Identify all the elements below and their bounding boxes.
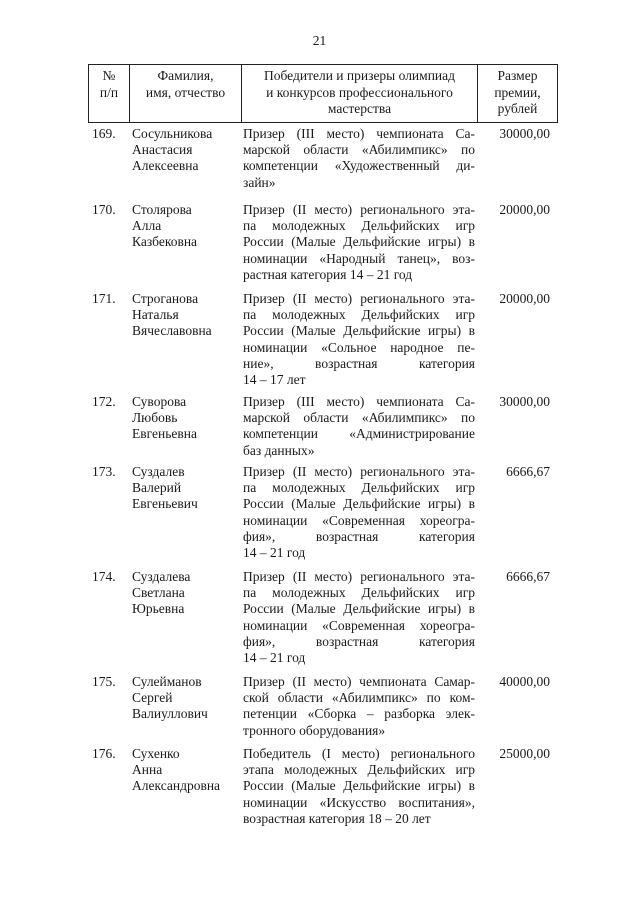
description-line: Призер (II место) регионального эта- xyxy=(243,569,475,584)
description-line: Призер (II место) чемпионата Самар- xyxy=(243,674,475,689)
description-line: России (Малые Дельфийские игры) в xyxy=(243,234,475,250)
entry-number: 176. xyxy=(92,746,116,761)
name-line: Казбековна xyxy=(132,234,198,250)
entry-number: 169. xyxy=(92,126,116,141)
description-line: номинации «Сольное народное пе- xyxy=(243,339,475,355)
header-description-line: мастерства xyxy=(327,101,392,116)
header-prize-line: рублей xyxy=(497,101,538,116)
name-line: Сухенко xyxy=(132,746,180,761)
entry-name xyxy=(132,464,237,513)
header-description xyxy=(242,65,478,123)
header-number-line: п/п xyxy=(99,84,119,100)
entry-number: 173. xyxy=(92,464,116,479)
entry-description xyxy=(243,746,475,827)
description-line: этапа молодежных Дельфийских игр xyxy=(243,762,475,778)
description-line: тронного оборудования» xyxy=(243,722,386,738)
description-line: компетенции «Администрирование xyxy=(243,426,475,442)
description-line: па молодежных Дельфийских игр xyxy=(243,585,475,601)
header-name xyxy=(130,65,242,123)
description-line: компетенции «Художественный ди- xyxy=(243,158,475,174)
entry-number: 174. xyxy=(92,569,116,584)
description-line: па молодежных Дельфийских игр xyxy=(243,480,475,496)
description-line: России (Малые Дельфийские игры) в xyxy=(243,778,475,794)
description-line: фия», возрастная категория xyxy=(243,528,475,544)
name-line: Анастасия xyxy=(132,142,193,158)
entry-name xyxy=(132,291,237,340)
name-line: Сулейманов xyxy=(132,674,202,689)
name-line: Столярова xyxy=(132,202,192,217)
entry-name xyxy=(132,126,237,175)
name-line: Вячеславовна xyxy=(132,323,212,339)
entry-description xyxy=(243,464,475,561)
description-line: России (Малые Дельфийские игры) в xyxy=(243,601,475,617)
description-line: 14 – 21 год xyxy=(243,545,306,561)
description-line: ской области «Абилимпикс» по ком- xyxy=(243,690,475,706)
description-line: зайн» xyxy=(243,174,276,190)
name-line: Анна xyxy=(132,762,163,778)
name-line: Суворова xyxy=(132,394,187,409)
entry-number: 170. xyxy=(92,202,116,217)
name-line: Любовь xyxy=(132,410,178,426)
name-line: Наталья xyxy=(132,307,179,323)
page-number: 21 xyxy=(312,33,327,48)
description-line: Призер (III место) чемпионата Са- xyxy=(243,394,475,409)
description-line: петенции «Сборка – разборка элек- xyxy=(243,706,475,722)
entry-description xyxy=(243,394,475,459)
description-line: России (Малые Дельфийские игры) в xyxy=(243,496,475,512)
name-line: Евгеньевич xyxy=(132,496,198,512)
header-number xyxy=(89,65,130,123)
name-line: Алла xyxy=(132,218,162,234)
entry-name xyxy=(132,674,237,723)
name-line: Валиуллович xyxy=(132,706,208,722)
description-line: 14 – 17 лет xyxy=(243,372,306,388)
entry-name xyxy=(132,569,237,618)
description-line: марской области «Абилимпикс» по xyxy=(243,410,475,426)
description-line: Призер (II место) регионального эта- xyxy=(243,291,475,306)
description-line: баз данных» xyxy=(243,442,315,458)
entry-prize: 40000,00 xyxy=(499,674,550,689)
description-line: фия», возрастная категория xyxy=(243,633,475,649)
entry-description xyxy=(243,569,475,666)
header-prize-line: Размер xyxy=(497,68,538,83)
description-line: номинации «Искусство воспитания», xyxy=(243,794,475,810)
header-name-line: Фамилия, xyxy=(157,68,214,83)
name-line: Александровна xyxy=(132,778,221,794)
description-line: Призер (III место) чемпионата Са- xyxy=(243,126,475,141)
description-line: Призер (II место) регионального эта- xyxy=(243,464,475,479)
entry-prize: 25000,00 xyxy=(499,746,550,761)
name-line: Евгеньевна xyxy=(132,426,197,442)
entry-description xyxy=(243,126,475,191)
description-line: Призер (II место) регионального эта- xyxy=(243,202,475,217)
description-line: ние», возрастная категория xyxy=(243,355,475,371)
description-line: России (Малые Дельфийские игры) в xyxy=(243,323,475,339)
table-header xyxy=(88,64,558,123)
entry-prize: 30000,00 xyxy=(499,394,550,409)
entry-prize: 20000,00 xyxy=(499,202,550,217)
entry-number: 175. xyxy=(92,674,116,689)
description-line: растная категория 14 – 21 год xyxy=(243,266,413,282)
entry-prize: 20000,00 xyxy=(499,291,550,306)
header-description-line: и конкурсов профессионального xyxy=(266,84,453,100)
entry-name xyxy=(132,202,237,251)
header-name-line: имя, отчество xyxy=(145,84,226,100)
entry-description xyxy=(243,202,475,283)
name-line: Сосульникова xyxy=(132,126,213,141)
entry-name xyxy=(132,394,237,443)
header-prize-line: премии, xyxy=(494,84,541,100)
name-line: Суздалев xyxy=(132,464,185,479)
description-line: номинации «Современная хореогра- xyxy=(243,617,475,633)
description-line: номинации «Современная хореогра- xyxy=(243,512,475,528)
description-line: Победитель (I место) регионального xyxy=(243,746,475,761)
name-line: Строганова xyxy=(132,291,199,306)
description-line: па молодежных Дельфийских игр xyxy=(243,218,475,234)
entry-prize: 6666,67 xyxy=(506,464,550,479)
header-prize xyxy=(478,65,558,123)
name-line: Сергей xyxy=(132,690,173,706)
entry-number: 171. xyxy=(92,291,116,306)
header-number-line: № xyxy=(102,68,116,83)
entry-prize: 6666,67 xyxy=(506,569,550,584)
name-line: Алексеевна xyxy=(132,158,199,174)
entry-prize: 30000,00 xyxy=(499,126,550,141)
entry-number: 172. xyxy=(92,394,116,409)
name-line: Юрьевна xyxy=(132,601,185,617)
name-line: Валерий xyxy=(132,480,182,496)
entry-description xyxy=(243,291,475,388)
entry-name xyxy=(132,746,237,795)
description-line: возрастная категория 18 – 20 лет xyxy=(243,810,431,826)
description-line: 14 – 21 год xyxy=(243,650,306,666)
name-line: Суздалева xyxy=(132,569,191,584)
entry-description xyxy=(243,674,475,739)
header-description-line: Победители и призеры олимпиад xyxy=(263,68,456,83)
description-line: па молодежных Дельфийских игр xyxy=(243,307,475,323)
description-line: номинации «Народный танец», воз- xyxy=(243,250,475,266)
description-line: марской области «Абилимпикс» по xyxy=(243,142,475,158)
name-line: Светлана xyxy=(132,585,185,601)
